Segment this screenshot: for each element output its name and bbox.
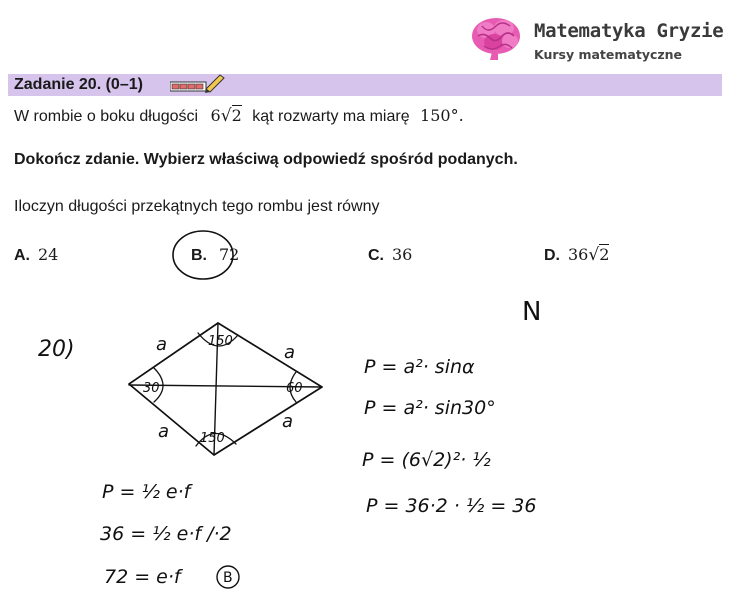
statement-pre: W rombie o boku długości (14, 108, 199, 125)
selected-answer-circle (173, 231, 233, 279)
side-label: a (156, 334, 168, 355)
option-d[interactable]: D. 36√2 (544, 245, 610, 265)
work-line: P = a²· sin30° (364, 397, 496, 419)
angle-label: 60 (286, 381, 303, 396)
option-c[interactable]: C. 36 (368, 245, 413, 264)
angle-label: 150 (200, 431, 225, 446)
instruction: Dokończ zdanie. Wybierz właściwą odpowiedź spośród podanych. (14, 151, 518, 168)
work-line: P = ½ e·f (102, 481, 191, 503)
work-line: P = a²· sinα (364, 356, 475, 378)
brand-name: Matematyka Gryzie (534, 20, 724, 42)
work-line: P = 36·2 · ½ = 36 (366, 495, 537, 517)
brand-tagline: Kursy matematyczne (534, 47, 683, 62)
side-length: 6√2 (210, 106, 242, 126)
option-b[interactable]: B. 72 (191, 245, 240, 264)
final-answer-mark: B (223, 570, 233, 586)
statement-mid: kąt rozwarty ma miarę (252, 108, 410, 125)
side-label: a (282, 411, 294, 432)
angle-label: 30 (143, 381, 160, 396)
work-line: 72 = e·f (104, 566, 181, 588)
option-a[interactable]: A. 24 (14, 245, 59, 264)
side-label: a (158, 421, 170, 442)
side-label: a (284, 342, 296, 363)
work-line: P = (6√2)²· ½ (362, 449, 491, 471)
work-line: 36 = ½ e·f /·2 (100, 523, 232, 545)
angle-value: 150°. (420, 106, 464, 125)
problem-number: 20) (38, 337, 75, 362)
angle-label: 150 (208, 334, 233, 349)
question: Iloczyn długości przekątnych tego rombu jest równy (14, 198, 380, 215)
mark-letter: N (522, 297, 542, 327)
task-title: Zadanie 20. (0–1) (14, 76, 143, 93)
